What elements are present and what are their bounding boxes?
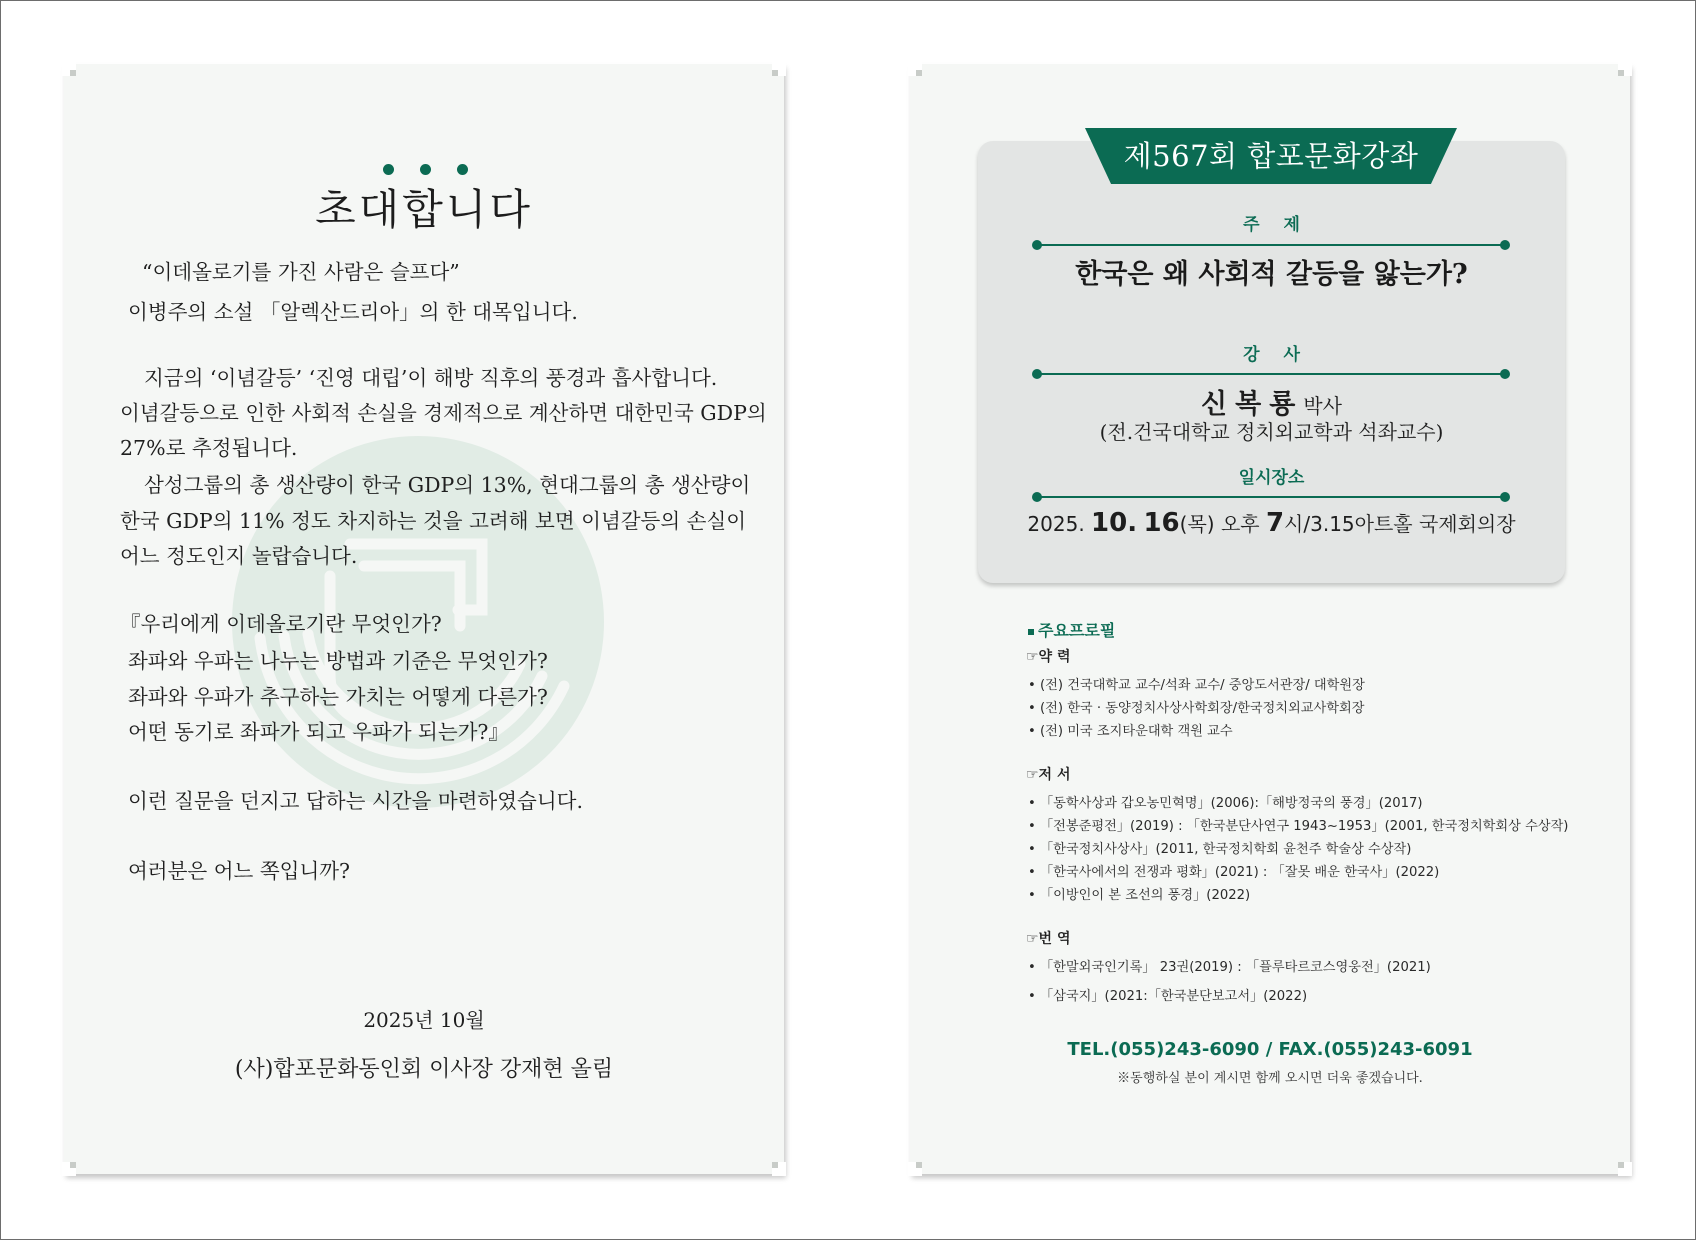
question-line: 좌파와 우파가 추구하는 가치는 어떻게 다른가? [128,685,548,709]
emphasis-dot [457,164,468,175]
emphasis-dot [420,164,431,175]
book-item: • 「동학사상과 갑오농민혁명」(2006):「해방정국의 풍경」(2017) [1028,796,1423,811]
body-line: 27%로 추정됩니다. [120,436,298,460]
question-line: 어떤 동기로 좌파가 되고 우파가 되는가?』 [128,720,509,744]
corner-notch [772,1162,786,1176]
schedule-weekday: (목) [1179,512,1215,536]
book-item: • 「한국사에서의 전쟁과 평화」(2021) : 「잘못 배운 한국사」(2022) [1028,865,1440,880]
career-item: • (전) 건국대학교 교수/석좌 교수/ 중앙도서관장/ 대학원장 [1028,678,1365,693]
body-line: 여러분은 어느 쪽입니까? [128,859,351,883]
lecturer-label: 강 사 [1243,345,1300,365]
body-line: 이념갈등으로 인한 사회적 손실을 경제적으로 계산하면 대한민국 GDP의 [120,401,767,425]
translations-title: ☞번 역 [1026,931,1071,947]
schedule-ampm: 오후 [1220,512,1260,536]
lecture-schedule [978,508,1565,538]
lecturer-divider [1036,373,1506,375]
body-line: 한국 GDP의 11% 정도 차지하는 것을 고려해 보면 이념갈등의 손실이 [120,509,747,533]
topic-label: 주 제 [1243,215,1300,235]
lecturer-affiliation: (전.건국대학교 정치외교학과 석좌교수) [1099,420,1444,444]
schedule-hour-unit: 시/ [1284,512,1311,536]
body-line: 삼성그룹의 총 생산량이 한국 GDP의 13%, 현대그룹의 총 생산량이 [144,473,751,497]
letter-date: 2025년 10월 [363,1008,485,1032]
career-item: • (전) 미국 조지타운대학 객원 교수 [1028,724,1233,739]
career-item: • (전) 한국 · 동양정치사상사학회장/한국정치외교사학회장 [1028,701,1365,716]
schedule-day: 16 [1143,508,1180,538]
career-title: ☞약 력 [1026,649,1071,665]
corner-notch [1618,1162,1632,1176]
lecture-info-page [910,64,1630,1174]
schedule-month: 10. [1091,508,1138,538]
book-item: • 「이방인이 본 조선의 풍경」(2022) [1028,888,1251,903]
lecture-banner-title: 제567회 합포문화강좌 [1123,139,1419,173]
corner-notch [62,62,76,76]
corner-notch [62,1162,76,1176]
schedule-label: 일시장소 [1238,468,1305,488]
corner-notch [772,62,786,76]
invitation-title: 초대합니다 [315,185,533,234]
body-line: 지금의 ‘이념갈등’ ‘진영 대립’이 해방 직후의 풍경과 흡사합니다. [144,366,718,390]
corner-notch [908,1162,922,1176]
schedule-divider [1036,496,1506,498]
book-item: • 「한국정치사상사」(2011, 한국정치학회 윤천주 학술상 수상작) [1028,842,1412,857]
contact-info: TEL.(055)243-6090 / FAX.(055)243-6091 [1067,1039,1473,1060]
body-line: 이런 질문을 던지고 답하는 시간을 마련하였습니다. [128,789,583,813]
books-title: ☞저 서 [1026,767,1071,783]
lecturer-name: 신복룡 [1201,389,1304,420]
companion-note: ※동행하실 분이 계시면 함께 오시면 더욱 좋겠습니다. [1117,1071,1423,1086]
corner-notch [1618,62,1632,76]
translation-item: • 「삼국지」(2021:「한국분단보고서」(2022) [1028,989,1308,1004]
corner-notch [908,62,922,76]
emphasis-dot [383,164,394,175]
square-bullet-icon [1028,629,1034,635]
topic-divider [1036,244,1506,246]
schedule-year: 2025. [1027,512,1085,536]
book-item: • 「전봉준평전」(2019) : 「한국분단사연구 1943~1953」(2001, 한국정치학회상 수상작) [1028,819,1569,834]
translation-item: • 「한말외국인기록」 23권(2019) : 「플루타르코스영웅전」(2021) [1028,960,1431,975]
lecture-topic: 한국은 왜 사회적 갈등을 앓는가? [1075,259,1468,290]
invitation-letter-page [64,64,784,1174]
profile-title: 주요프로필 [1028,618,1115,641]
quote-line: “이데올로기를 가진 사람은 슬프다” [142,260,460,284]
letter-signature: (사)합포문화동인회 이사장 강재현 올림 [234,1057,614,1082]
lecturer-title: 박사 [1303,394,1342,418]
schedule-venue: 3.15아트홀 국제회의장 [1310,512,1516,536]
question-line: 『우리에게 이데올로기란 무엇인가? [120,612,442,636]
body-line: 어느 정도인지 놀랍습니다. [120,544,358,568]
body-line: 이병주의 소설 「알렉산드리아」의 한 대목입니다. [128,300,578,324]
question-line: 좌파와 우파는 나누는 방법과 기준은 무엇인가? [128,649,548,673]
schedule-hour: 7 [1265,508,1285,538]
